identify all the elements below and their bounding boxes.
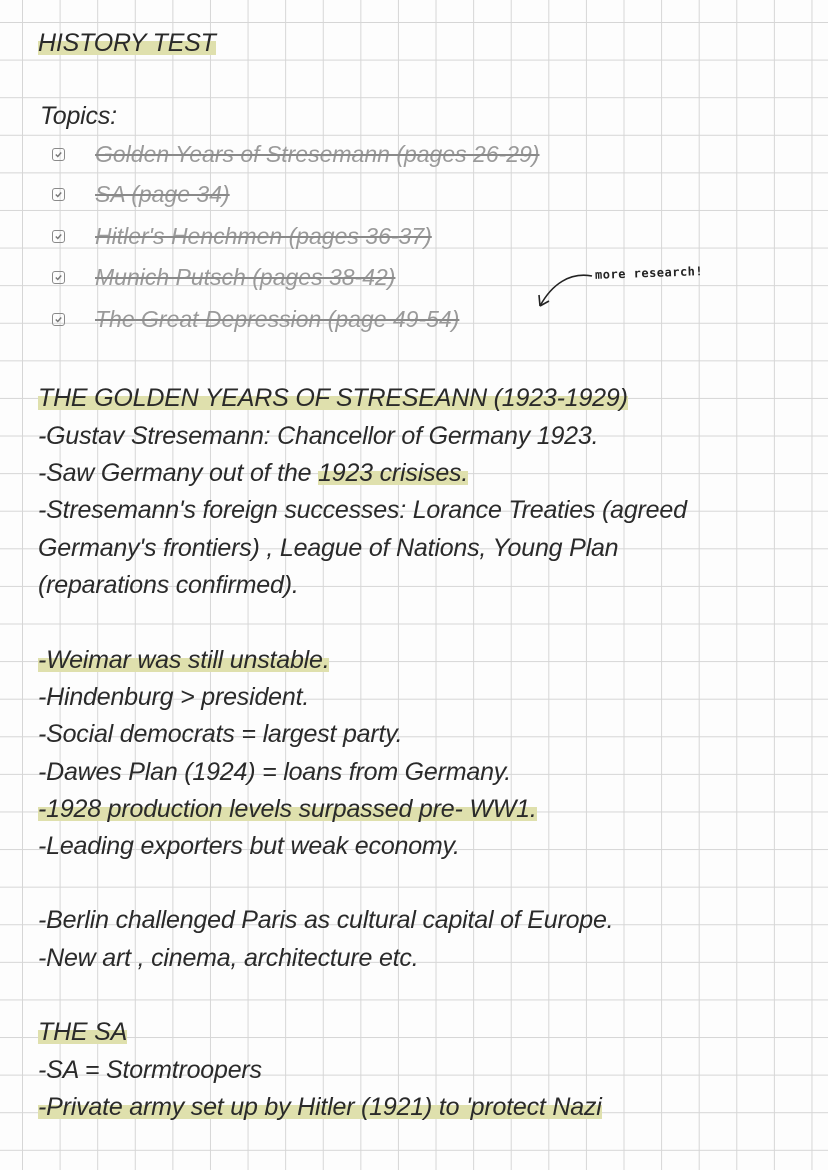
note-line: -Social democrats = largest party.	[38, 720, 403, 748]
handwritten-note: more research!	[594, 264, 704, 282]
checked-box-icon[interactable]	[52, 230, 65, 243]
note-line: -1928 production levels surpassed pre- WW1.	[38, 795, 537, 823]
topics-label: Topics:	[40, 102, 117, 130]
note-line: (reparations confirmed).	[38, 571, 299, 599]
note-line: -SA = Stormtroopers	[38, 1056, 262, 1084]
topic-item: Hitler's Henchmen (pages 36-37)	[52, 223, 432, 250]
note-line: -Private army set up by Hitler (1921) to 'protect Nazi	[38, 1093, 602, 1121]
note-line: -Dawes Plan (1924) = loans from Germany.	[38, 758, 511, 786]
note-line: -Weimar was still unstable.	[38, 646, 330, 674]
arrow-icon	[530, 268, 594, 316]
checked-box-icon[interactable]	[52, 148, 65, 161]
checked-box-icon[interactable]	[52, 313, 65, 326]
checked-box-icon[interactable]	[52, 188, 65, 201]
page-title: HISTORY TEST	[38, 29, 216, 57]
note-line: -Hindenburg > president.	[38, 683, 310, 711]
note-line: -Berlin challenged Paris as cultural capital of Europe.	[38, 906, 614, 934]
topic-item: SA (page 34)	[52, 181, 230, 208]
note-line: -Gustav Stresemann: Chancellor of Germany 1923.	[38, 422, 599, 450]
note-line: -Saw Germany out of the 1923 crisises.	[38, 459, 469, 487]
topic-item: Golden Years of Stresemann (pages 26-29)	[52, 141, 540, 168]
section-heading: THE GOLDEN YEARS OF STRESEANN (1923-1929)	[38, 384, 628, 412]
topic-item: The Great Depression (page 49-54)	[52, 306, 459, 333]
note-line: Germany's frontiers) , League of Nations, Young Plan	[38, 534, 619, 562]
note-line: -Leading exporters but weak economy.	[38, 832, 460, 860]
note-line: -Stresemann's foreign successes: Lorance Treaties (agreed	[38, 496, 687, 524]
checked-box-icon[interactable]	[52, 271, 65, 284]
topic-item: Munich Putsch (pages 38-42)	[52, 264, 395, 291]
note-line: -New art , cinema, architecture etc.	[38, 944, 419, 972]
section-heading: THE SA	[38, 1018, 128, 1046]
